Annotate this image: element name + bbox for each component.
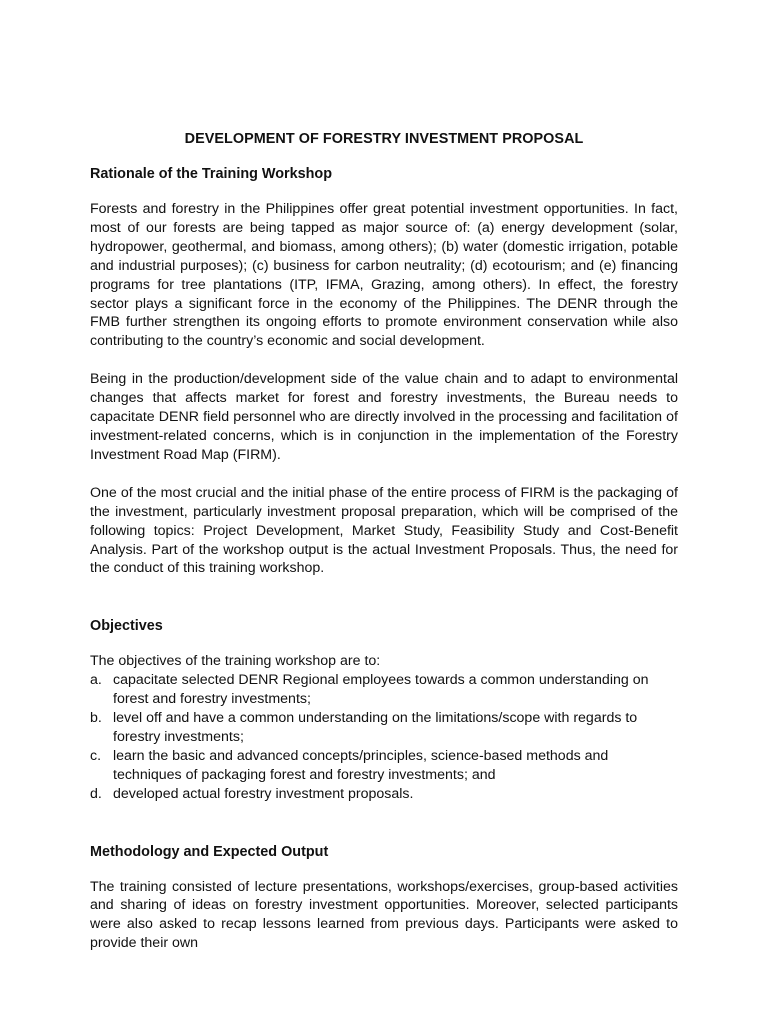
methodology-paragraph-1: The training consisted of lecture presentations, workshops/exercises, group-based activities and sharing of ideas on forestry investment opportunities. Moreover, selected participants were also asked to recap lessons learned from previous days. Participants were asked to provide their own bbox=[90, 878, 678, 952]
methodology-heading: Methodology and Expected Output bbox=[90, 843, 329, 860]
list-item-letter: a. bbox=[90, 672, 102, 689]
list-item-text: learn the basic and advanced concepts/principles, science-based methods and techniques of packaging forest and forestry investments; and bbox=[113, 747, 609, 783]
list-item bbox=[90, 671, 678, 709]
list-item-letter: b. bbox=[90, 710, 102, 727]
list-item-letter: c. bbox=[90, 747, 102, 764]
rationale-paragraph-2: Being in the production/development side of the value chain and to adapt to environmental changes that affects market for forest and forestry investments, the Bureau needs to capacitate DENR field personnel who are directly involved in the processing and facilitation of investment-related concerns, which is in conjunction in the implementation of the Forestry Investment Road Map (FIRM). bbox=[90, 371, 678, 463]
list-item-text: capacitate selected DENR Regional employees towards a common understanding on forest and forestry investments; bbox=[113, 672, 649, 708]
rationale-paragraph-1: Forests and forestry in the Philippines offer great potential investment opportunities. In fact, most of our forests are being tapped as major source of: (a) energy development (solar, hydropower, geothermal, and biomass, among others); (b) water (domestic irrigation, potable and industrial purposes); (c) business for carbon neutrality; (d) ecotourism; and (e) financing programs for tree plantations (ITP, IFMA, Grazing, among others). In effect, the forestry sector plays a significant force in the economy of the Philippines. The DENR through the FMB further strengthen its ongoing efforts to promote environment conservation while also contributing to the country’s economic and social development. bbox=[90, 201, 678, 350]
objectives-lead: The objectives of the training workshop are to: bbox=[90, 653, 381, 670]
document-title: DEVELOPMENT OF FORESTRY INVESTMENT PROPOSAL bbox=[184, 131, 584, 147]
rationale-heading: Rationale of the Training Workshop bbox=[90, 166, 332, 182]
list-item-text: level off and have a common understanding on the limitations/scope with regards to forestry investments; bbox=[113, 710, 638, 745]
objectives-list bbox=[90, 671, 678, 803]
list-item bbox=[90, 785, 678, 804]
list-item bbox=[90, 709, 678, 747]
rationale-paragraph-3: One of the most crucial and the initial phase of the entire process of FIRM is the packaging of the investment, particularly investment proposal preparation, which will be comprised of the following topics: Project Development, Market Study, Feasibility Study and Cost-Benefit Analysis. Part of the workshop output is the actual Investment Proposals. Thus, the need for the conduct of this training workshop. bbox=[90, 484, 678, 577]
list-item-text: developed actual forestry investment proposals. bbox=[113, 785, 414, 802]
objectives-heading: Objectives bbox=[90, 618, 163, 635]
list-item bbox=[90, 747, 678, 785]
list-item-letter: d. bbox=[90, 785, 102, 802]
document-body bbox=[90, 128, 678, 953]
